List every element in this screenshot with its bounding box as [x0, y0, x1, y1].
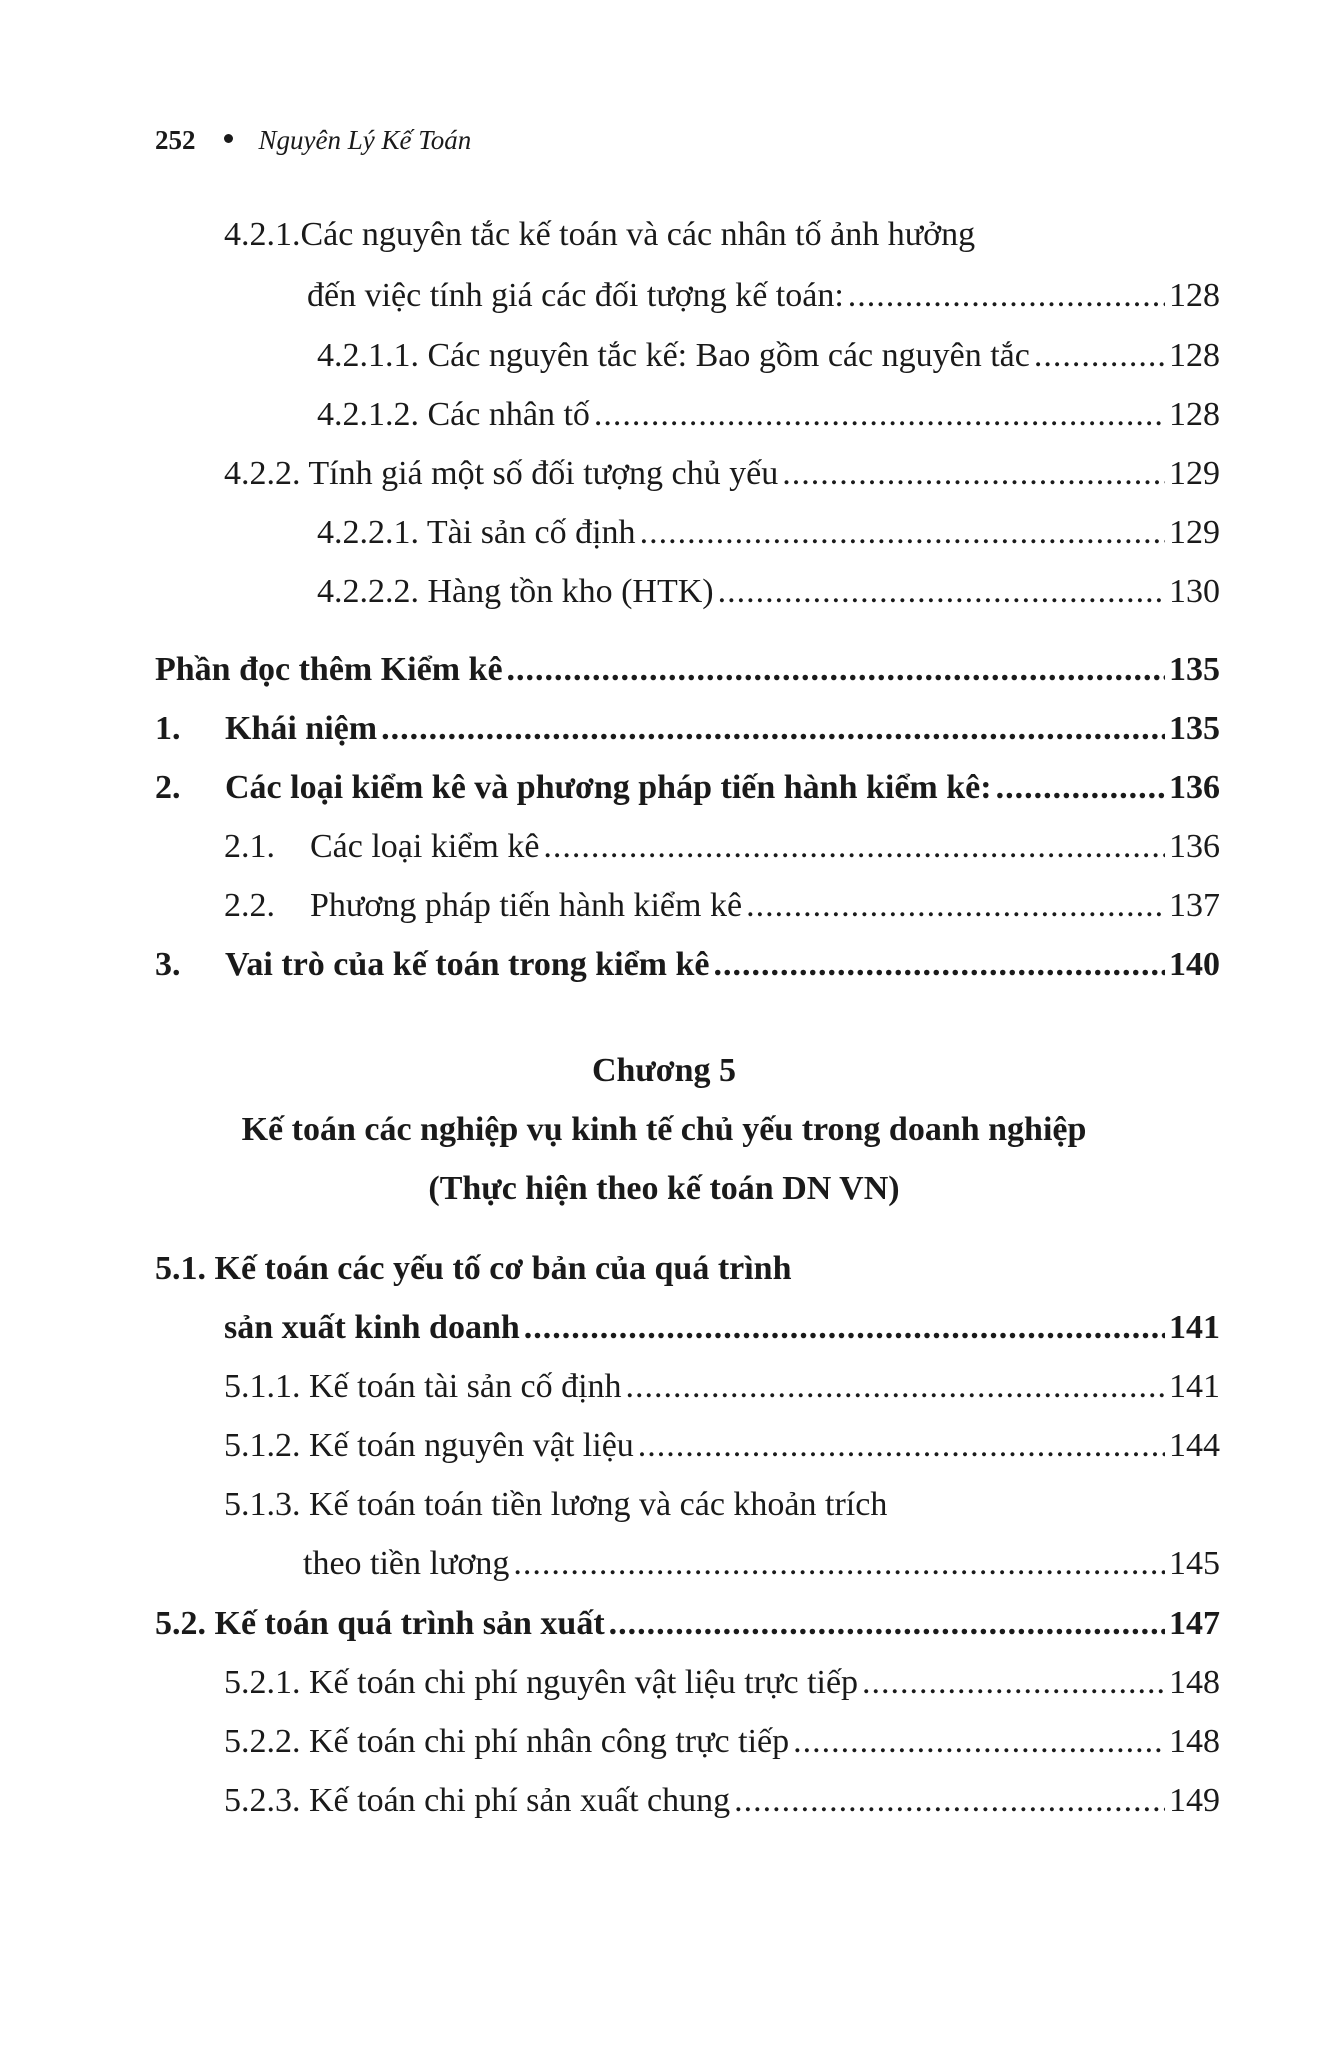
toc-entry-label: 4.2.2.1. Tài sản cố định [317, 514, 636, 551]
toc-entry-4-2-1-line1: 4.2.1.Các nguyên tắc kế toán và các nhân tố ảnh hưởng [224, 216, 976, 253]
toc-page-number: 148 [1169, 1664, 1220, 1701]
dot-leader [848, 275, 1165, 317]
toc-page-number: 128 [1169, 277, 1220, 314]
toc-entry-label: sản xuất kinh doanh [224, 1309, 520, 1346]
dot-leader [543, 826, 1165, 868]
toc-entry-2-2 [224, 885, 1220, 927]
dot-leader [524, 1307, 1165, 1349]
dot-leader [782, 453, 1165, 495]
toc-entry-label: 4.2.1.2. Các nhân tố [317, 396, 590, 433]
bullet-separator [224, 134, 233, 143]
dot-leader [507, 649, 1165, 691]
toc-page-number: 145 [1169, 1545, 1220, 1582]
toc-page-number: 148 [1169, 1723, 1220, 1760]
toc-entry-5-1 [224, 1307, 1220, 1349]
toc-page-number: 137 [1169, 887, 1220, 924]
page-number: 252 [155, 125, 196, 155]
chapter-heading: Chương 5 [591, 1052, 737, 1089]
toc-entry-label: 5.2.3. Kế toán chi phí sản xuất chung [224, 1782, 731, 1819]
toc-entry-label: đến việc tính giá các đối tượng kế toán: [307, 277, 844, 314]
dot-leader [862, 1662, 1165, 1704]
dot-leader [718, 571, 1165, 613]
toc-page-number: 129 [1169, 455, 1220, 492]
toc-entry-4-2-2-1 [317, 512, 1220, 554]
toc-page-number: 136 [1169, 769, 1220, 806]
toc-entry-5-1-3-line1: 5.1.3. Kế toán toán tiền lương và các khoản trích [224, 1486, 888, 1523]
dot-leader [734, 1780, 1165, 1822]
toc-entry-label: 4.2.2.2. Hàng tồn kho (HTK) [317, 573, 714, 610]
toc-entry-3 [155, 944, 1220, 986]
dot-leader [640, 512, 1165, 554]
toc-entry-label: Phần đọc thêm Kiểm kê [155, 651, 503, 688]
dot-leader [609, 1603, 1165, 1645]
toc-entry-label: Khái niệm [225, 710, 378, 747]
toc-entry-5-1-line1: 5.1. Kế toán các yếu tố cơ bản của quá trình [155, 1250, 792, 1287]
toc-entry-label: 4.2.2. Tính giá một số đối tượng chủ yếu [224, 455, 779, 492]
toc-entry-label: Phương pháp tiến hành kiểm kê [310, 887, 743, 924]
toc-entry-4-2-1 [307, 275, 1220, 317]
toc-entry-2-1 [224, 826, 1220, 868]
toc-page-number: 140 [1169, 946, 1220, 983]
dot-leader [714, 944, 1166, 986]
dot-leader [626, 1366, 1165, 1408]
toc-entry-4-2-2 [224, 453, 1220, 495]
toc-entry-5-2-1 [224, 1662, 1220, 1704]
toc-entry-5-1-1 [224, 1366, 1220, 1408]
chapter-subtitle: (Thực hiện theo kế toán DN VN) [428, 1170, 900, 1207]
toc-entry-4-2-1-1 [317, 335, 1220, 377]
toc-page-number: 128 [1169, 396, 1220, 433]
dot-leader [594, 394, 1165, 436]
dot-leader [746, 885, 1165, 927]
book-title: Nguyên Lý Kế Toán [258, 125, 472, 155]
chapter-title: Kế toán các nghiệp vụ kinh tế chủ yếu trong doanh nghiệp [241, 1111, 1087, 1148]
toc-page-number: 135 [1169, 710, 1220, 747]
toc-page-number: 128 [1169, 337, 1220, 374]
toc-page-number: 136 [1169, 828, 1220, 865]
toc-entry-4-2-2-2 [317, 571, 1220, 613]
toc-entry-number: 2.2. [224, 887, 275, 924]
dot-leader [513, 1543, 1165, 1585]
toc-entry-label: Vai trò của kế toán trong kiểm kê [225, 946, 710, 983]
dot-leader [381, 708, 1165, 750]
toc-page-number: 135 [1169, 651, 1220, 688]
dot-leader [1034, 335, 1165, 377]
running-head [155, 125, 471, 156]
toc-page-number: 149 [1169, 1782, 1220, 1819]
toc-entry-number: 3. [155, 946, 181, 983]
toc-page-number: 141 [1169, 1309, 1220, 1346]
toc-entry-label: 5.1.2. Kế toán nguyên vật liệu [224, 1427, 634, 1464]
toc-entry-2 [155, 767, 1220, 809]
toc-entry-label: Các loại kiểm kê [310, 828, 540, 865]
toc-entry-5-2-2 [224, 1721, 1220, 1763]
toc-entry-number: 1. [155, 710, 181, 747]
toc-entry-label: 4.2.1.1. Các nguyên tắc kế: Bao gồm các nguyên tắc [317, 337, 1030, 374]
toc-page-number: 129 [1169, 514, 1220, 551]
toc-entry-label: 5.2.2. Kế toán chi phí nhân công trực tiếp [224, 1723, 790, 1760]
toc-page-number: 141 [1169, 1368, 1220, 1405]
toc-entry-1 [155, 708, 1220, 750]
toc-entry-label: 5.1.1. Kế toán tài sản cố định [224, 1368, 622, 1405]
toc-entry-5-2-3 [224, 1780, 1220, 1822]
dot-leader [638, 1425, 1165, 1467]
toc-entry-number: 2. [155, 769, 181, 806]
dot-leader [793, 1721, 1165, 1763]
toc-page-number: 147 [1169, 1605, 1220, 1642]
toc-entry-5-1-2 [224, 1425, 1220, 1467]
toc-entry-label: Các loại kiểm kê và phương pháp tiến hành kiểm kê: [225, 769, 992, 806]
toc-entry-4-2-1-2 [317, 394, 1220, 436]
dot-leader [996, 767, 1165, 809]
toc-entry-5-2 [155, 1603, 1220, 1645]
toc-entry-extra-reading [155, 649, 1220, 691]
toc-page-number: 130 [1169, 573, 1220, 610]
toc-entry-label: theo tiền lương [303, 1545, 510, 1582]
toc-entry-5-1-3 [303, 1543, 1220, 1585]
toc-entry-number: 2.1. [224, 828, 275, 865]
toc-entry-label: 5.2. Kế toán quá trình sản xuất [155, 1605, 605, 1642]
toc-page-number: 144 [1169, 1427, 1220, 1464]
toc-entry-label: 5.2.1. Kế toán chi phí nguyên vật liệu trực tiếp [224, 1664, 859, 1701]
